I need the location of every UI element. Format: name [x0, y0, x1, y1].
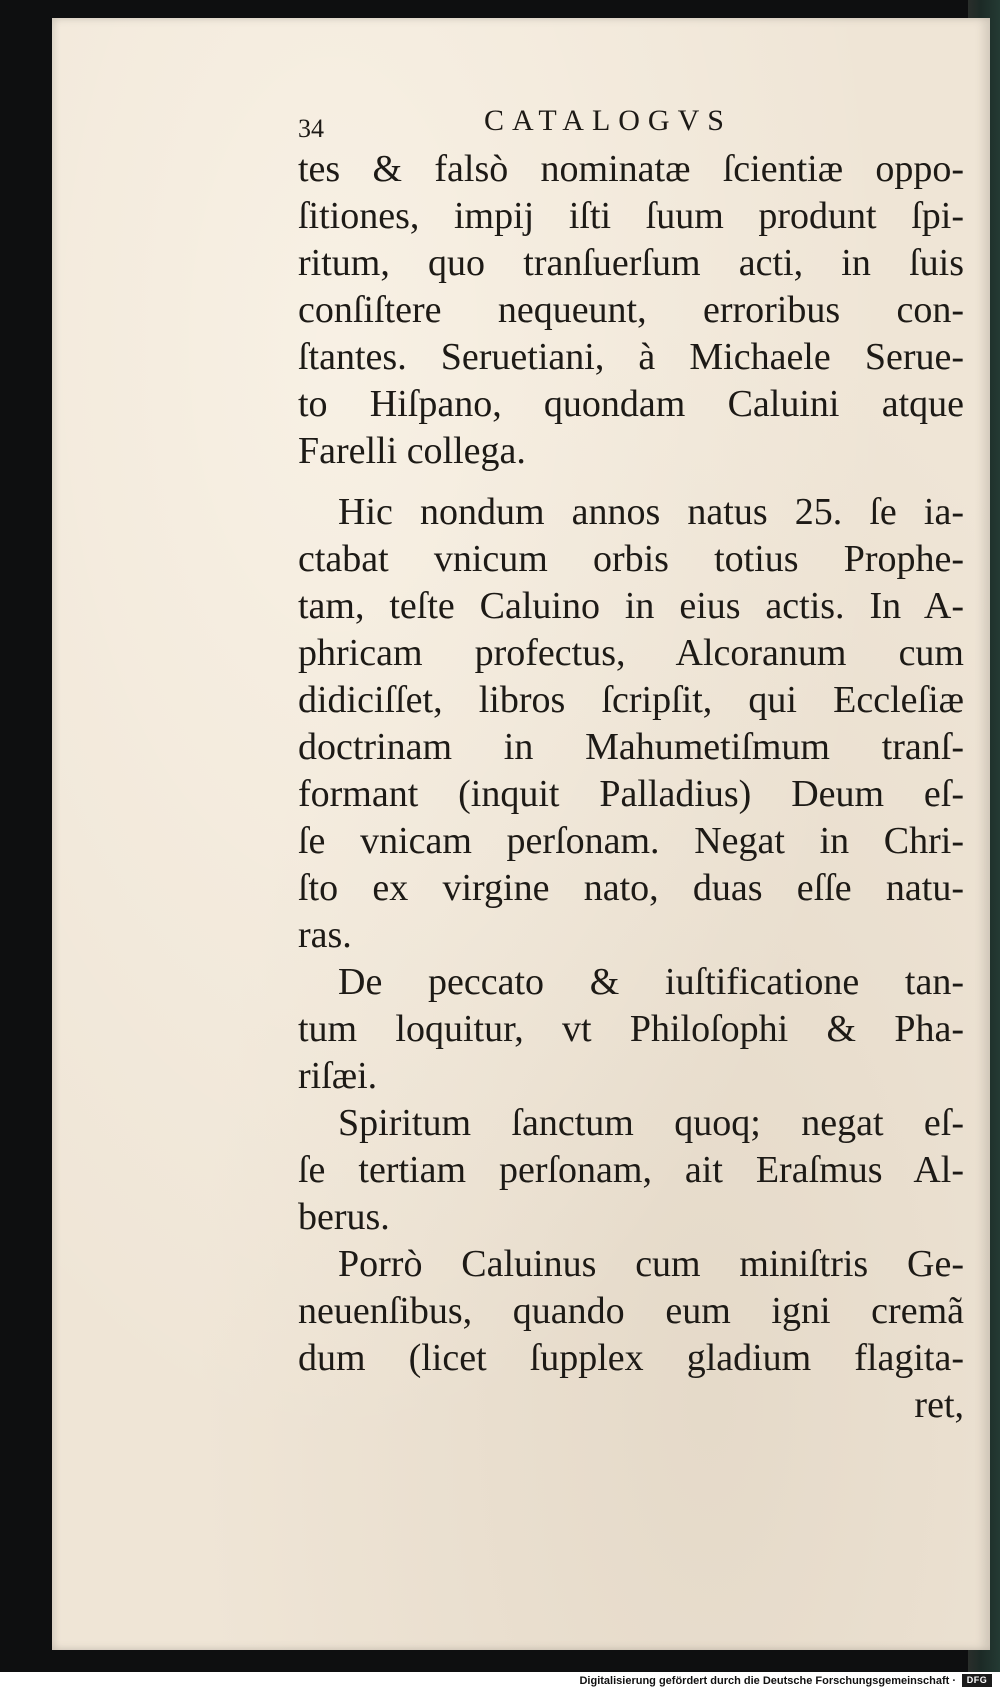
text-line: conſiſtere nequeunt, erroribus con- [298, 289, 964, 331]
text-line: didiciſſet, libros ſcripſit, qui Eccleſiæ [298, 679, 964, 721]
digitization-credit: Digitalisierung gefördert durch die Deutsche Forschungsgemeinschaft · [579, 1675, 956, 1687]
paragraph-3 [298, 959, 964, 1100]
text-line: ſitiones, impij iſti ſuum produnt ſpi- [298, 195, 964, 237]
dfg-logo: DFG [962, 1674, 992, 1687]
text-line: ſto ex virgine nato, duas eſſe natu- [298, 867, 964, 909]
text-line: tam, teſte Caluino in eius actis. In A- [298, 585, 964, 627]
text-line: ritum, quo tranſuerſum acti, in ſuis [298, 242, 964, 284]
paragraph-5 [298, 1241, 964, 1382]
text-line: riſæi. [298, 1055, 378, 1097]
text-line: phricam profectus, Alcoranum cum [298, 632, 964, 674]
text-line: tum loquitur, vt Philoſophi & Pha- [298, 1008, 964, 1050]
text-line: doctrinam in Mahumetiſmum tranſ- [298, 726, 964, 768]
running-head: CATALOGVS [484, 104, 732, 137]
text-line: ras. [298, 914, 352, 956]
text-line: to Hiſpano, quondam Caluini atque [298, 383, 964, 425]
text-line: Hic nondum annos natus 25. ſe ia- [338, 491, 964, 533]
text-line: ſe vnicam perſonam. Negat in Chri- [298, 820, 964, 862]
text-line: berus. [298, 1196, 390, 1238]
text-line: ſe tertiam perſonam, ait Eraſmus Al- [298, 1149, 964, 1191]
paragraph-2 [298, 489, 964, 959]
text-line: dum (licet ſupplex gladium flagita- [298, 1337, 964, 1379]
page-number: 34 [298, 114, 324, 143]
text-line: De peccato & iuſtificatione tan- [338, 961, 964, 1003]
paragraph-1 [298, 146, 964, 475]
text-line: Porrò Caluinus cum miniſtris Ge- [338, 1243, 964, 1285]
text-line: Farelli collega. [298, 430, 526, 472]
text-line: neuenſibus, quando eum igni cremã [298, 1290, 964, 1332]
text-line: formant (inquit Palladius) Deum eſ- [298, 773, 964, 815]
paragraph-4 [298, 1100, 964, 1241]
page-header [298, 96, 964, 146]
text-line: ſtantes. Seruetiani, à Michaele Serue- [298, 336, 964, 378]
page-text [298, 96, 964, 1429]
text-line: ctabat vnicum orbis totius Prophe- [298, 538, 964, 580]
text-line: tes & falsò nominatæ ſcientiæ oppo- [298, 148, 964, 190]
catchword: ret, [914, 1384, 964, 1426]
text-line: Spiritum ſanctum quoq; negat eſ- [338, 1102, 964, 1144]
